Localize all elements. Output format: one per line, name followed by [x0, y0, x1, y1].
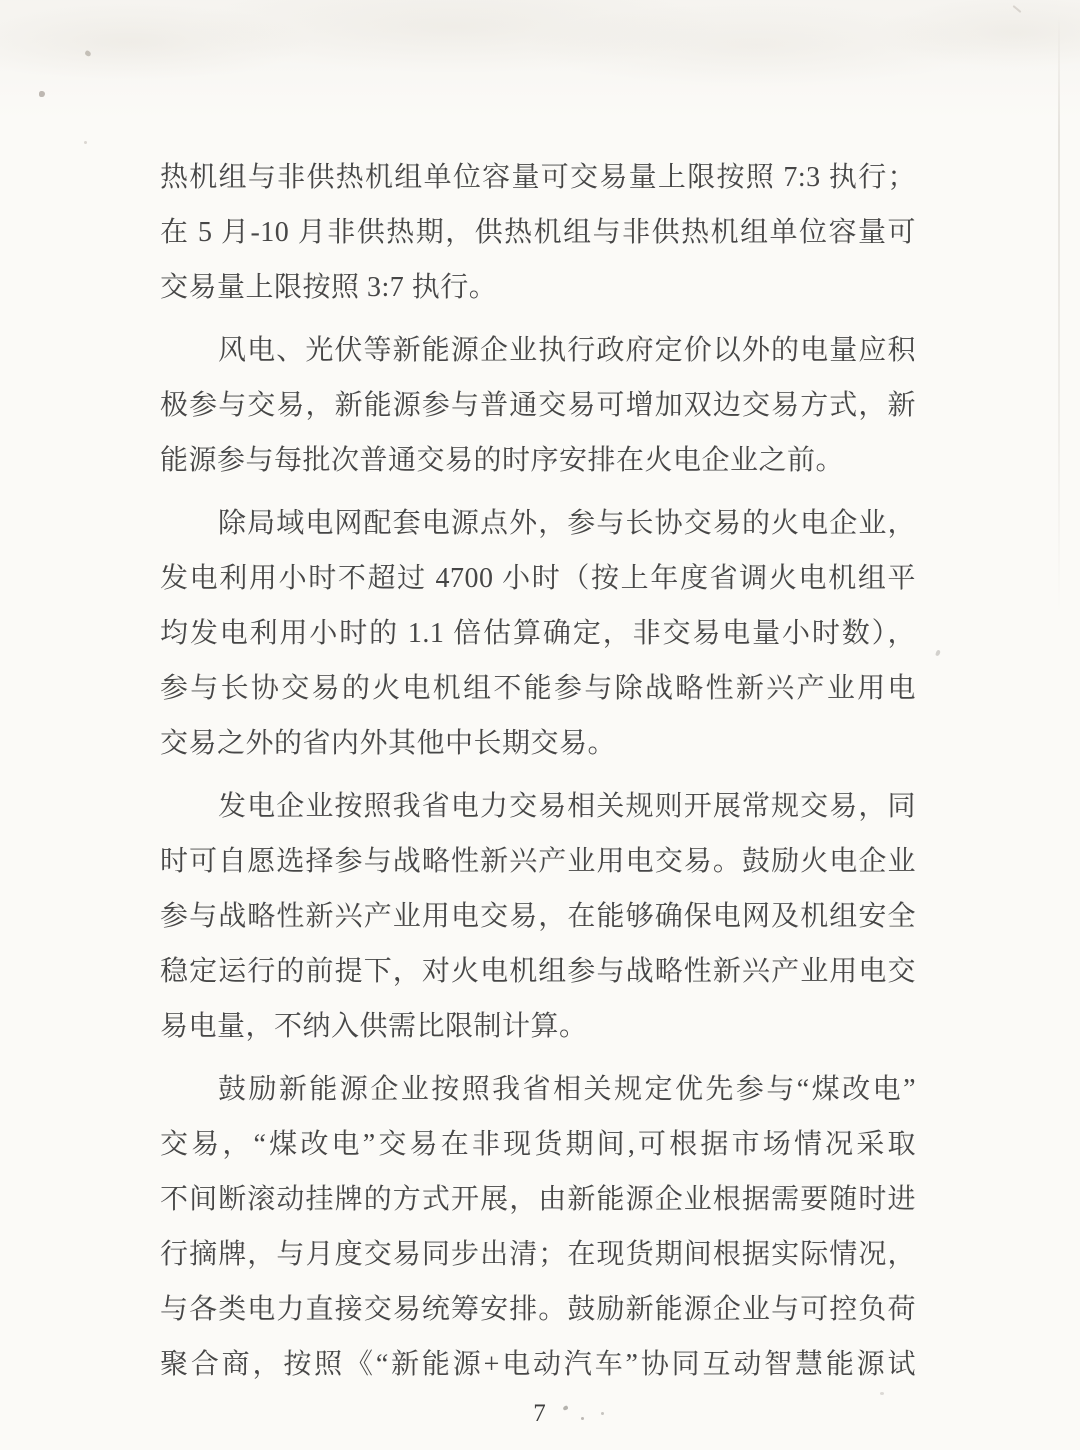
scan-speck: [1013, 5, 1022, 13]
text-line: 与各类电力直接交易统筹安排。鼓励新能源企业与可控负荷: [160, 1294, 916, 1325]
text-line: 发电利用小时不超过 4700 小时（按上年度省调火电机组平: [160, 563, 916, 594]
text-line: 风电、光伏等新能源企业执行政府定价以外的电量应积: [218, 335, 916, 366]
text-line: 聚合商，按照《“新能源+电动汽车”协同互动智慧能源试: [160, 1349, 916, 1380]
text-line: 不间断滚动挂牌的方式开展，由新能源企业根据需要随时进: [160, 1184, 916, 1215]
text-line: 交易之外的省内外其他中长期交易。: [160, 728, 617, 759]
text-line: 交易，“煤改电”交易在非现货期间,可根据市场情况采取: [160, 1129, 916, 1160]
text-line: 发电企业按照我省电力交易相关规则开展常规交易，同: [218, 791, 916, 822]
text-line: 极参与交易，新能源参与普通交易可增加双边交易方式，新: [160, 390, 916, 421]
text-line: 稳定运行的前提下，对火电机组参与战略性新兴产业用电交: [160, 956, 916, 987]
text-line: 除局域电网配套电源点外，参与长协交易的火电企业，: [218, 508, 916, 539]
paragraph: [160, 779, 916, 1054]
paper-edge-line: [1058, 14, 1060, 614]
text-line: 热机组与非供热机组单位容量可交易量上限按照 7:3 执行；: [160, 162, 916, 193]
scan-speck: [84, 141, 87, 144]
text-line: 交易量上限按照 3:7 执行。: [160, 272, 498, 303]
paragraph: [160, 323, 916, 488]
text-line: 鼓励新能源企业按照我省相关规定优先参与“煤改电”: [218, 1074, 916, 1105]
paragraph: [160, 1062, 916, 1392]
paragraph: [160, 150, 916, 315]
scan-speck: [935, 649, 941, 656]
text-line: 在 5 月-10 月非供热期，供热机组与非供热机组单位容量可: [160, 217, 916, 248]
document-body: [160, 150, 916, 1400]
text-line: 行摘牌，与月度交易同步出清；在现货期间根据实际情况，: [160, 1239, 916, 1270]
scan-speck: [84, 50, 92, 57]
paragraph: [160, 496, 916, 771]
text-line: 时可自愿选择参与战略性新兴产业用电交易。鼓励火电企业: [160, 846, 916, 877]
text-line: 参与长协交易的火电机组不能参与除战略性新兴产业用电: [160, 673, 916, 704]
text-line: 均发电利用小时的 1.1 倍估算确定，非交易电量小时数），: [160, 618, 916, 649]
scan-speck: [39, 91, 45, 97]
text-line: 能源参与每批次普通交易的时序安排在火电企业之前。: [160, 445, 845, 476]
scan-texture-top: [0, 0, 1080, 150]
page-number: 7: [533, 1400, 547, 1427]
text-line: 参与战略性新兴产业用电交易，在能够确保电网及机组安全: [160, 901, 916, 932]
text-line: 易电量，不纳入供需比限制计算。: [160, 1011, 588, 1042]
